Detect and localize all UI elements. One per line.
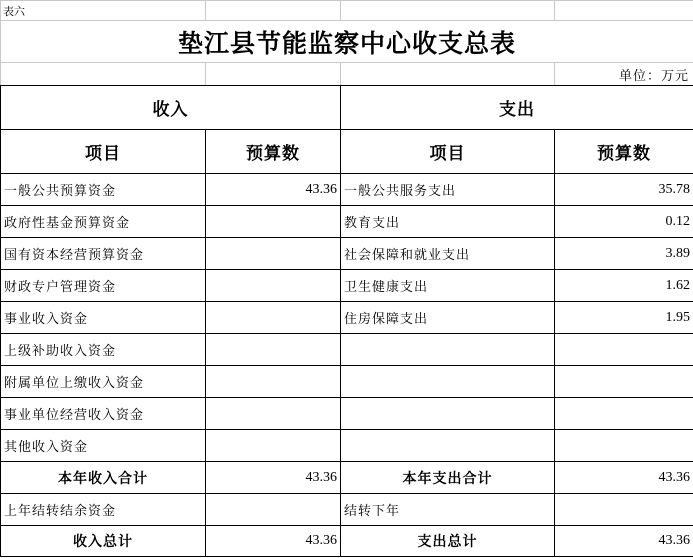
income-item: 国有资本经营预算资金 — [1, 238, 206, 270]
table-row — [1, 366, 693, 398]
table-row — [1, 238, 693, 270]
table-tag: 表六 — [1, 1, 206, 21]
unit-label: 单位：万元 — [555, 63, 693, 86]
income-item: 事业收入资金 — [1, 302, 206, 334]
carryover-income-label: 上年结转结余资金 — [1, 494, 206, 526]
income-value — [206, 366, 341, 398]
expense-item — [341, 430, 555, 462]
income-item: 财政专户管理资金 — [1, 270, 206, 302]
year-income-total-value: 43.36 — [206, 462, 341, 494]
income-header: 收入 — [1, 86, 341, 130]
table-row — [1, 302, 693, 334]
income-item: 政府性基金预算资金 — [1, 206, 206, 238]
expense-value: 1.95 — [555, 302, 693, 334]
grand-expense-label: 支出总计 — [341, 526, 555, 557]
income-value — [206, 334, 341, 366]
income-value — [206, 302, 341, 334]
expense-value — [555, 366, 693, 398]
expense-value: 0.12 — [555, 206, 693, 238]
income-item: 一般公共预算资金 — [1, 174, 206, 206]
expense-item: 社会保障和就业支出 — [341, 238, 555, 270]
grand-total-row — [1, 526, 693, 557]
grand-income-label: 收入总计 — [1, 526, 206, 557]
income-item: 其他收入资金 — [1, 430, 206, 462]
income-budget-col: 预算数 — [206, 130, 341, 174]
year-total-row — [1, 462, 693, 494]
expense-item: 教育支出 — [341, 206, 555, 238]
income-value: 43.36 — [206, 174, 341, 206]
income-value — [206, 398, 341, 430]
table-row — [1, 334, 693, 366]
income-value — [206, 270, 341, 302]
carryover-row — [1, 494, 693, 526]
expense-value: 1.62 — [555, 270, 693, 302]
income-item: 上级补助收入资金 — [1, 334, 206, 366]
expense-value — [555, 398, 693, 430]
expense-item — [341, 366, 555, 398]
expense-item: 一般公共服务支出 — [341, 174, 555, 206]
carryover-expense-label: 结转下年 — [341, 494, 555, 526]
income-value — [206, 206, 341, 238]
expense-value: 3.89 — [555, 238, 693, 270]
expense-item-col: 项目 — [341, 130, 555, 174]
income-item: 附属单位上缴收入资金 — [1, 366, 206, 398]
expense-value — [555, 334, 693, 366]
year-expense-total-value: 43.36 — [555, 462, 693, 494]
table-row — [1, 174, 693, 206]
expense-item — [341, 398, 555, 430]
table-row — [1, 270, 693, 302]
grand-expense-value: 43.36 — [555, 526, 693, 557]
expense-value — [555, 430, 693, 462]
expense-budget-col: 预算数 — [555, 130, 693, 174]
income-value — [206, 238, 341, 270]
expense-header: 支出 — [341, 86, 693, 130]
carryover-expense-value — [555, 494, 693, 526]
budget-table — [0, 85, 693, 557]
expense-item: 卫生健康支出 — [341, 270, 555, 302]
expense-item — [341, 334, 555, 366]
income-value — [206, 430, 341, 462]
year-expense-total-label: 本年支出合计 — [341, 462, 555, 494]
table-row — [1, 430, 693, 462]
table-row — [1, 206, 693, 238]
income-item-col: 项目 — [1, 130, 206, 174]
sheet-header — [0, 0, 693, 86]
year-income-total-label: 本年收入合计 — [1, 462, 206, 494]
expense-item: 住房保障支出 — [341, 302, 555, 334]
page-title: 垫江县节能监察中心收支总表 — [1, 21, 693, 63]
income-item: 事业单位经营收入资金 — [1, 398, 206, 430]
table-row — [1, 398, 693, 430]
grand-income-value: 43.36 — [206, 526, 341, 557]
carryover-income-value — [206, 494, 341, 526]
expense-value: 35.78 — [555, 174, 693, 206]
